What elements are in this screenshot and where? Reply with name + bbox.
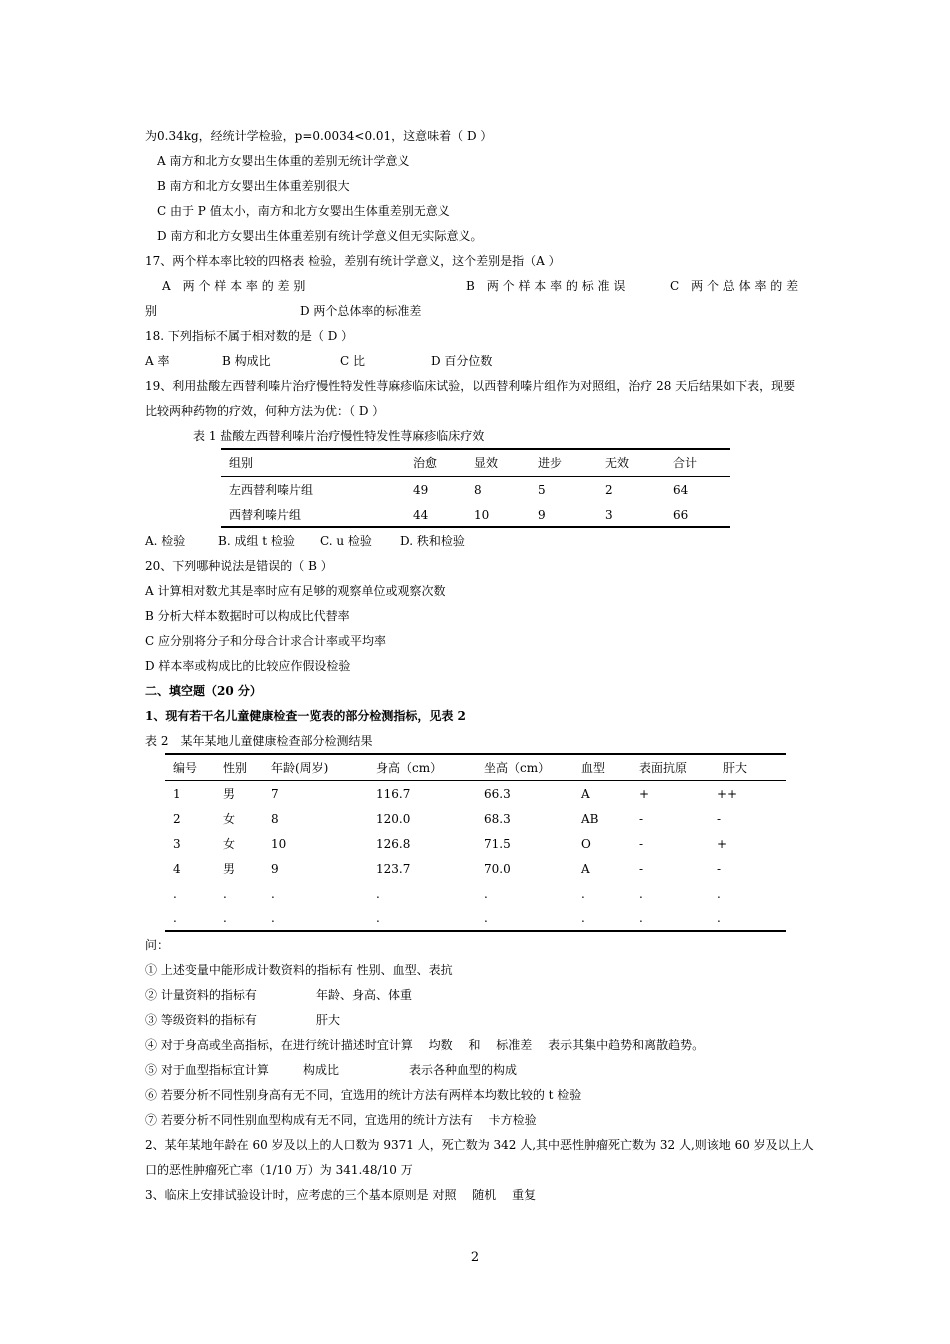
- table2-header-cell: 年龄(周岁): [271, 761, 329, 775]
- table2-cell: 126.8: [376, 837, 411, 851]
- table2-cell: 女: [223, 837, 236, 851]
- table1-cell: 64: [673, 483, 689, 497]
- q20-option-b: B 分析大样本数据时可以构成比代替率: [145, 609, 350, 623]
- q19-option-d: D. 秩和检验: [400, 534, 465, 548]
- table2-cell: -: [717, 812, 722, 826]
- table2-cell: .: [581, 887, 585, 901]
- sub-question-1: ① 上述变量中能形成计数资料的指标有 性别、血型、表抗: [145, 963, 453, 977]
- q18-option-d: D 百分位数: [431, 354, 493, 368]
- table1-cell: 3: [605, 508, 613, 522]
- q20-option-c: C 应分别将分子和分母合计求合计率或平均率: [145, 634, 386, 648]
- table2-cell: -: [639, 837, 644, 851]
- table1-header-cell: 治愈: [413, 456, 438, 470]
- q19-option-a: A. 检验: [145, 534, 186, 548]
- table2-cell: O: [581, 837, 591, 851]
- table1-header-cell: 显效: [474, 456, 499, 470]
- q17-option-b: B 两 个 样 本 率 的 标 准 误: [466, 279, 626, 293]
- table1-cell: 66: [673, 508, 689, 522]
- table2-cell: 4: [173, 862, 181, 876]
- sub-question-5-answer: 构成比: [303, 1063, 340, 1077]
- table2-cell: 9: [271, 862, 279, 876]
- table2-header-cell: 肝大: [723, 761, 748, 775]
- table1-bottom-rule: [221, 526, 730, 528]
- q18-stem: 18. 下列指标不属于相对数的是（ D ）: [145, 329, 354, 343]
- table1-cell: 左西替利嗪片组: [229, 483, 314, 497]
- table2-cell: .: [376, 911, 380, 925]
- q18-option-a: A 率: [145, 354, 170, 368]
- table1-top-rule: [221, 448, 730, 450]
- table2-cell: +: [717, 837, 728, 851]
- table1-header-cell: 无效: [605, 456, 630, 470]
- table2-cell: ++: [717, 787, 738, 801]
- q18-option-c: C 比: [340, 354, 365, 368]
- table2-cell: A: [581, 862, 590, 876]
- table2-cell: .: [639, 911, 643, 925]
- section-heading: 二、填空题（20 分）: [145, 684, 262, 698]
- table2-header-cell: 编号: [173, 761, 198, 775]
- table2-cell: A: [581, 787, 590, 801]
- sub-question-3: ③ 等级资料的指标有: [145, 1013, 257, 1027]
- table1-cell: 44: [413, 508, 429, 522]
- table2-cell: .: [581, 911, 585, 925]
- table2-cell: 3: [173, 837, 181, 851]
- table2-header-cell: 性别: [223, 761, 248, 775]
- table2-cell: 男: [223, 862, 236, 876]
- table2-cell: 68.3: [484, 812, 511, 826]
- table2-cell: 女: [223, 812, 236, 826]
- fill-q3-stem: 3、临床上安排试验设计时，应考虑的三个基本原则是 对照 随机 重复: [145, 1188, 537, 1202]
- q19-option-b: B. 成组 t 检验: [218, 534, 295, 548]
- table2-cell: 70.0: [484, 862, 511, 876]
- table2-cell: +: [639, 787, 650, 801]
- table2-bottom-rule: [165, 930, 786, 932]
- table2-cell: .: [484, 911, 488, 925]
- q19-stem: 19、利用盐酸左西替利嗪片治疗慢性特发性荨麻疹临床试验，以西替利嗪片组作为对照组，治疗 28 天后结果如下表，现要: [145, 379, 796, 393]
- q16-option-c: C 由于 P 值太小，南方和北方女婴出生体重差别无意义: [157, 204, 450, 218]
- table2-top-rule: [165, 753, 786, 755]
- q16-option-a: A 南方和北方女婴出生体重的差别无统计学意义: [157, 154, 410, 168]
- q16-option-b: B 南方和北方女婴出生体重差别很大: [157, 179, 350, 193]
- table2-cell: 1: [173, 787, 181, 801]
- table2-caption: 表 2 某年某地儿童健康检查部分检测结果: [145, 734, 373, 748]
- table1-cell: 10: [474, 508, 490, 522]
- table2-cell: .: [223, 887, 227, 901]
- table2-cell: .: [173, 911, 177, 925]
- sub-question-7: ⑦ 若要分析不同性别血型构成有无不同，宜选用的统计方法有 卡方检验: [145, 1113, 537, 1127]
- q19-stem-cont: 比较两种药物的疗效，何种方法为优：（ D ）: [145, 404, 385, 418]
- table2-cell: .: [717, 911, 721, 925]
- table2-cell: 123.7: [376, 862, 411, 876]
- table1-cell: 49: [413, 483, 429, 497]
- q18-option-b: B 构成比: [222, 354, 271, 368]
- sub-question-5-tail: 表示各种血型的构成: [409, 1063, 518, 1077]
- table2-header-cell: 血型: [581, 761, 606, 775]
- table2-cell: 男: [223, 787, 236, 801]
- table2-header-cell: 坐高（cm）: [484, 761, 551, 775]
- table2-cell: 116.7: [376, 787, 411, 801]
- table1-header-rule: [221, 476, 730, 477]
- table2-header-rule: [165, 780, 786, 781]
- table1-cell: 8: [474, 483, 482, 497]
- sub-question-5: ⑤ 对于血型指标宜计算: [145, 1063, 269, 1077]
- q17-option-d: D 两个总体率的标准差: [300, 304, 422, 318]
- q20-option-d: D 样本率或构成比的比较应作假设检验: [145, 659, 351, 673]
- sub-question-4: ④ 对于身高或坐高指标，在进行统计描述时宜计算 均数 和 标准差 表示其集中趋势和离散趋势。: [145, 1038, 705, 1052]
- table1-caption: 表 1 盐酸左西替利嗪片治疗慢性特发性荨麻疹临床疗效: [193, 429, 485, 443]
- q16-option-d: D 南方和北方女婴出生体重差别有统计学意义但无实际意义。: [157, 229, 483, 243]
- table2-cell: 7: [271, 787, 279, 801]
- table2-header-cell: 身高（cm）: [376, 761, 443, 775]
- fill-q2-stem-cont: 口的恶性肿瘤死亡率（1/10 万）为 341.48/10 万: [145, 1163, 413, 1177]
- table2-cell: -: [717, 862, 722, 876]
- sub-question-2-answer: 年龄、身高、体重: [316, 988, 413, 1002]
- table2-cell: 10: [271, 837, 287, 851]
- q17-stem: 17、两个样本率比较的四格表 检验，差别有统计学意义，这个差别是指（A ）: [145, 254, 561, 268]
- table2-header-cell: 表面抗原: [639, 761, 688, 775]
- q20-stem: 20、下列哪种说法是错误的（ B ）: [145, 559, 333, 573]
- fill-q2-stem: 2、某年某地年龄在 60 岁及以上的人口数为 9371 人，死亡数为 342 人,其中恶性肿瘤死亡数为 32 人,则该地 60 岁及以上人: [145, 1138, 814, 1152]
- table2-cell: .: [717, 887, 721, 901]
- sub-question-3-answer: 肝大: [316, 1013, 341, 1027]
- table2-cell: .: [484, 887, 488, 901]
- table2-cell: 120.0: [376, 812, 411, 826]
- table2-cell: .: [271, 887, 275, 901]
- table2-cell: .: [376, 887, 380, 901]
- table1-cell: 5: [538, 483, 546, 497]
- table2-cell: -: [639, 862, 644, 876]
- q17-option-c: C 两 个 总 体 率 的 差: [670, 279, 799, 293]
- q19-option-c: C. u 检验: [320, 534, 372, 548]
- table2-cell: 66.3: [484, 787, 511, 801]
- table2-cell: 2: [173, 812, 181, 826]
- table2-cell: .: [223, 911, 227, 925]
- table2-cell: .: [639, 887, 643, 901]
- sub-question-6: ⑥ 若要分析不同性别身高有无不同，宜选用的统计方法有两样本均数比较的 t 检验: [145, 1088, 582, 1102]
- table1-header-cell: 合计: [673, 456, 698, 470]
- q17-option-c-wrap: 别: [145, 304, 158, 318]
- table1-cell: 2: [605, 483, 613, 497]
- table1-cell: 9: [538, 508, 546, 522]
- fill-q1-text: 1、现有若干名儿童健康检查一览表的部分检测指标，见表 2: [145, 709, 466, 723]
- table2-cell: 8: [271, 812, 279, 826]
- table2-cell: .: [271, 911, 275, 925]
- fill-q1-stem: [145, 708, 466, 724]
- table1-header-cell: 组别: [229, 456, 254, 470]
- table2-cell: AB: [581, 812, 599, 826]
- table2-cell: 71.5: [484, 837, 511, 851]
- q20-option-a: A 计算相对数尤其是率时应有足够的观察单位或观察次数: [145, 584, 446, 598]
- page-number: 2: [470, 1250, 480, 1265]
- table1-header-cell: 进步: [538, 456, 563, 470]
- table1-cell: 西替利嗪片组: [229, 508, 302, 522]
- q16-stem-tail: 为0.34kg，经统计学检验，p=0.0034<0.01，这意味着（ D ）: [145, 129, 493, 143]
- question-label: 问：: [145, 938, 170, 952]
- sub-question-2: ② 计量资料的指标有: [145, 988, 257, 1002]
- table2-cell: -: [639, 812, 644, 826]
- q17-option-a: A 两 个 样 本 率 的 差 别: [162, 279, 306, 293]
- table2-cell: .: [173, 887, 177, 901]
